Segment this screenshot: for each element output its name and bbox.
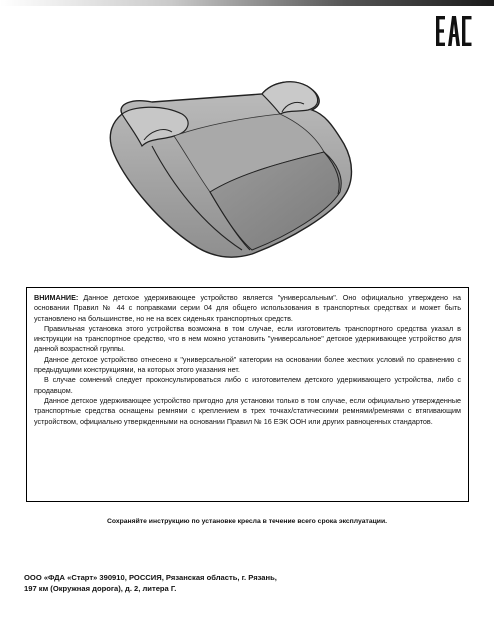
warning-paragraph-4: В случае сомнений следует проконсультироваться либо с изготовителем детского удерживающего устройства, либо с продавцом.	[34, 375, 461, 395]
address-line-1: ООО «ФДА «Старт» 390910, РОССИЯ, Рязанская область, г. Рязань,	[24, 573, 277, 582]
top-gradient-bar	[0, 0, 494, 6]
manufacturer-address	[24, 572, 464, 594]
warning-box	[26, 287, 469, 502]
address-line-2: 197 км (Окружная дорога), д. 2, литера Г.	[24, 584, 177, 593]
booster-seat-illustration	[92, 74, 362, 264]
warning-paragraph-5: Данное детское удерживающее устройство пригодно для установки только в том случае, если официально утвержденные транспортные средства оснащены ремнями с креплением в трех точках/статическими ремнями/ремнями с втягивающим устройством, официально утвержденными на основании Правил № 16 ЕЭК ООН или других равноценных стандартов.	[34, 395, 461, 426]
warning-heading: ВНИМАНИЕ:	[34, 293, 79, 302]
save-instruction-note: Сохраняйте инструкцию по установке кресла в течение всего срока эксплуатации.	[106, 518, 388, 525]
warning-paragraph-3: Данное детское устройство отнесено к "универсальной" категории на основании более жестких условий по сравнению с предыдущими конструкциями, на которых этого указания нет.	[34, 354, 461, 375]
warning-paragraph-1	[34, 293, 461, 324]
eac-mark-icon	[435, 14, 473, 48]
warning-paragraph-2: Правильная установка этого устройства возможна в том случае, если изготовитель транспортного средства указал в инструкции на транспортное средство, что в нем можно установить "универсальное" детское удерживающее устройство для данной возрастной группы.	[34, 323, 461, 354]
warning-text-1: Данное детское удерживающее устройство является "универсальным". Оно официально утверждено на основании Правил № 44 с поправками серии 04 для общего использования в транспортных средствах и может быть установлено на большинстве, но не на всех сиденьях транспортных средств.	[34, 293, 462, 323]
